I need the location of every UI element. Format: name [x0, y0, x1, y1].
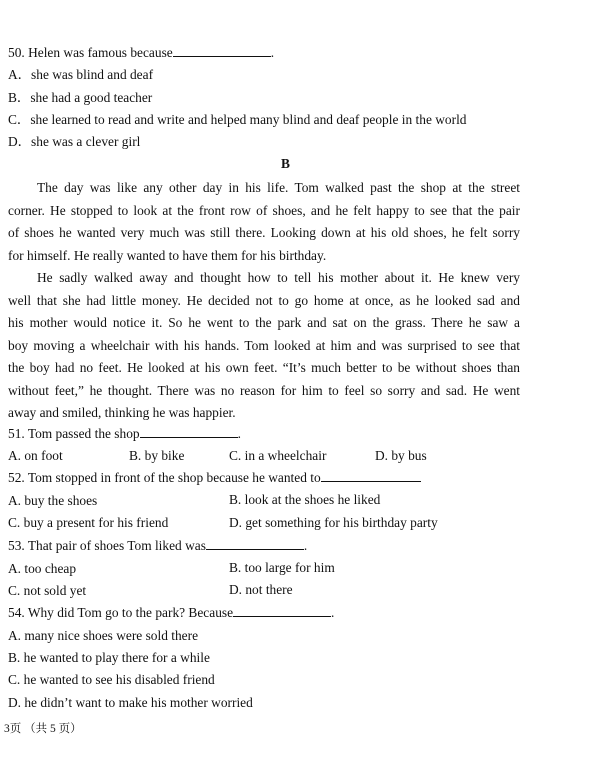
passage-line: The day was like any other day in his life. Tom walked past the shop at the street: [37, 180, 520, 195]
q50-option-b: B．she had a good teacher: [8, 90, 153, 105]
page-footer: 3页 （共 5 页）: [4, 723, 82, 735]
passage-line: his mother would notice it. So he went to the park and sat on the grass. There he saw a: [8, 315, 520, 330]
passage-paragraph-1: [8, 177, 520, 267]
passage-line: without feet,” he thought. There was no reason for him to feel so sorry and sad. He went: [8, 382, 520, 398]
passage-line: boy moving a wheelchair with his hands. Tom looked at him and was surprised to see that: [8, 337, 520, 353]
q52-stem-line: [8, 469, 421, 487]
q52-option-d: D. get something for his birthday party: [229, 515, 438, 530]
passage-line: of shoes he wanted very much was still there. Looking down at his old shoes, he felt sorry: [8, 225, 520, 240]
q54-option-d: D. he didn’t want to make his mother worried: [8, 695, 253, 710]
section-b-title: B: [281, 156, 290, 171]
q51-option-d: D. by bus: [375, 448, 427, 463]
passage-line: He sadly walked away and thought how to tell his mother about it. He knew very: [37, 270, 520, 285]
q53-stem: 53. That pair of shoes Tom liked was: [8, 538, 206, 553]
q53-option-c: C. not sold yet: [8, 583, 87, 598]
passage-line: corner. He stopped to look at the front row of shoes, and he felt happy to see that the pair: [8, 202, 520, 218]
q52-option-a: A. buy the shoes: [8, 493, 98, 508]
q50-end: .: [270, 45, 275, 60]
q51-option-b: B. by bike: [129, 448, 185, 463]
q51-blank: [140, 425, 238, 438]
q50-option-d: D．she was a clever girl: [8, 134, 141, 149]
q52-option-b: B. look at the shoes he liked: [229, 492, 381, 507]
q54-blank: [233, 604, 331, 617]
q51-stem-line: [8, 425, 241, 443]
passage-line: well that she had little money. He decided not to go home at once, as he looked sad and: [8, 292, 520, 308]
q53-end: .: [303, 538, 308, 553]
q51-option-a: A. on foot: [8, 448, 63, 463]
q50-option-c: C．she learned to read and write and helped many blind and deaf people in the world: [8, 112, 467, 127]
passage-line: for himself. He really wanted to have them for his birthday.: [8, 247, 327, 263]
q51-option-c: C. in a wheelchair: [229, 448, 327, 463]
q51-stem: 51. Tom passed the shop: [8, 426, 140, 441]
q54-stem: 54. Why did Tom go to the park? Because: [8, 605, 234, 620]
q54-stem-line: [8, 604, 334, 622]
q53-option-d: D. not there: [229, 582, 293, 597]
passage-line: the boy had no feet. He looked at his own feet. “It’s much better to be without shoes than: [8, 360, 520, 375]
q50-stem-line: [8, 44, 274, 62]
q54-option-b: B. he wanted to play there for a while: [8, 650, 210, 665]
q53-blank: [206, 537, 304, 550]
q50-stem: 50. Helen was famous because: [8, 45, 173, 60]
passage-line: away and smiled, thinking he was happier.: [8, 405, 236, 420]
q50-option-a: A．she was blind and deaf: [8, 67, 154, 82]
passage-paragraph-2: [8, 267, 520, 425]
q53-option-b: B. too large for him: [229, 560, 335, 575]
q53-stem-line: [8, 537, 307, 555]
q54-option-c: C. he wanted to see his disabled friend: [8, 672, 215, 687]
q53-option-a: A. too cheap: [8, 561, 77, 576]
q52-blank: [321, 469, 421, 482]
q54-option-a: A. many nice shoes were sold there: [8, 628, 199, 643]
q54-end: .: [331, 605, 335, 620]
q51-end: .: [237, 426, 241, 441]
q52-option-c: C. buy a present for his friend: [8, 515, 169, 530]
q50-blank: [173, 44, 271, 57]
q52-stem: 52. Tom stopped in front of the shop because he wanted to: [8, 470, 321, 485]
